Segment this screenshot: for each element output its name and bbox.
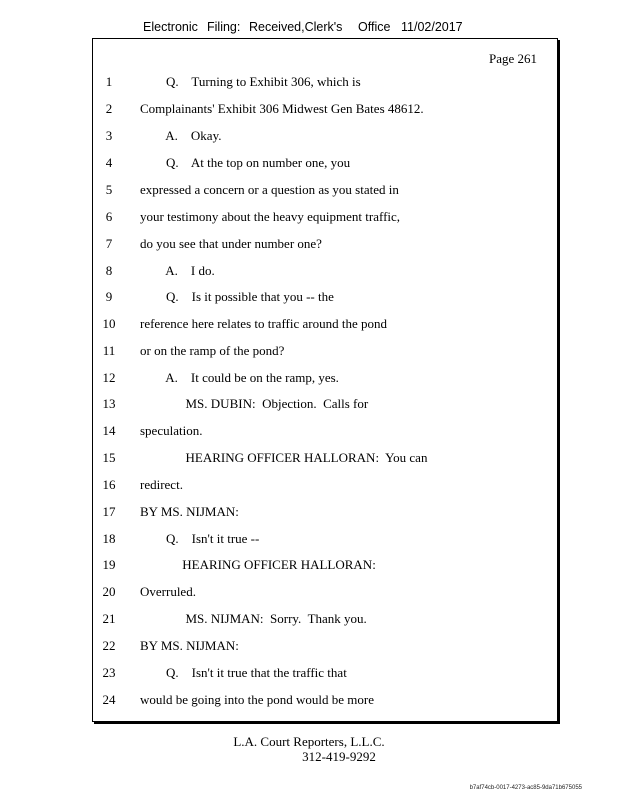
line-text: Overruled. (140, 584, 196, 599)
transcript-line (93, 557, 553, 575)
line-number: 18 (102, 531, 116, 546)
line-number: 11 (102, 343, 116, 358)
transcript-line (93, 316, 553, 334)
line-number: 16 (102, 477, 116, 492)
line-text: A. Okay. (140, 128, 222, 143)
line-text: do you see that under number one? (140, 236, 322, 251)
line-number: 6 (105, 209, 113, 224)
transcript-line (93, 450, 553, 468)
line-text: MS. NIJMAN: Sorry. Thank you. (140, 611, 367, 626)
line-text: Q. Turning to Exhibit 306, which is (140, 74, 361, 89)
transcript-line (93, 289, 553, 307)
line-text: speculation. (140, 423, 203, 438)
transcript-line (93, 611, 553, 629)
transcript-line (93, 665, 553, 683)
line-number: 4 (105, 155, 113, 170)
transcript-line (93, 74, 553, 92)
line-number: 19 (102, 557, 116, 572)
line-number: 12 (102, 370, 116, 385)
document-hash: b7af74cb-0017-4273-ac85-9da71b675055 (469, 785, 582, 791)
line-number: 17 (102, 504, 116, 519)
line-text: BY MS. NIJMAN: (140, 504, 239, 519)
line-number: 22 (102, 638, 116, 653)
transcript-line (93, 236, 553, 254)
line-number: 21 (102, 611, 116, 626)
header-electronic: Electronic (143, 20, 198, 34)
line-number: 24 (102, 692, 116, 707)
transcript-line (93, 263, 553, 281)
court-reporter-name: L.A. Court Reporters, L.L.C. (233, 734, 385, 749)
line-number: 23 (102, 665, 116, 680)
line-number: 10 (102, 316, 116, 331)
transcript-line (93, 209, 553, 227)
line-number: 7 (105, 236, 113, 251)
transcript-line (93, 128, 553, 146)
transcript-line (93, 182, 553, 200)
transcript-line (93, 531, 553, 549)
line-number: 14 (102, 423, 116, 438)
transcript-line (93, 692, 553, 710)
line-text: BY MS. NIJMAN: (140, 638, 239, 653)
line-number: 15 (102, 450, 116, 465)
line-text: A. It could be on the ramp, yes. (140, 370, 339, 385)
transcript-line (93, 370, 553, 388)
line-number: 20 (102, 584, 116, 599)
line-text: Q. At the top on number one, you (140, 155, 351, 170)
line-number: 5 (105, 182, 113, 197)
line-text: HEARING OFFICER HALLORAN: You can (140, 450, 428, 465)
line-text: redirect. (140, 477, 183, 492)
header-received-clerks: Received,Clerk's (249, 20, 343, 34)
transcript-line (93, 155, 553, 173)
header-filing: Filing: (207, 20, 241, 34)
line-text: HEARING OFFICER HALLORAN: (140, 557, 376, 572)
line-text: reference here relates to traffic around the pond (140, 316, 387, 331)
line-text: Q. Isn't it true that the traffic that (140, 665, 347, 680)
line-number: 2 (105, 101, 113, 116)
transcript-line (93, 504, 553, 522)
court-reporter-phone: 312-419-9292 (302, 749, 376, 764)
transcript-line (93, 584, 553, 602)
line-text: MS. DUBIN: Objection. Calls for (140, 396, 369, 411)
transcript-line (93, 396, 553, 414)
page-number: Page 261 (488, 51, 537, 66)
line-text: would be going into the pond would be more (140, 692, 374, 707)
line-text: A. I do. (140, 263, 215, 278)
line-number: 13 (102, 396, 116, 411)
line-text: Q. Is it possible that you -- the (140, 289, 334, 304)
line-number: 8 (105, 263, 113, 278)
transcript-page (92, 38, 558, 722)
line-text: Q. Isn't it true -- (140, 531, 260, 546)
line-text: expressed a concern or a question as you stated in (140, 182, 399, 197)
line-number: 1 (105, 74, 113, 89)
line-text: Complainants' Exhibit 306 Midwest Gen Bates 48612. (140, 101, 424, 116)
transcript-line (93, 638, 553, 656)
line-text: or on the ramp of the pond? (140, 343, 285, 358)
header-date: 11/02/2017 (401, 20, 463, 34)
electronic-filing-header (0, 20, 618, 36)
line-text: your testimony about the heavy equipment traffic, (140, 209, 401, 224)
transcript-line (93, 343, 553, 361)
header-office: Office (358, 20, 391, 34)
line-number: 3 (105, 128, 113, 143)
transcript-line (93, 101, 553, 119)
line-number: 9 (105, 289, 113, 304)
transcript-line (93, 423, 553, 441)
transcript-line (93, 477, 553, 495)
